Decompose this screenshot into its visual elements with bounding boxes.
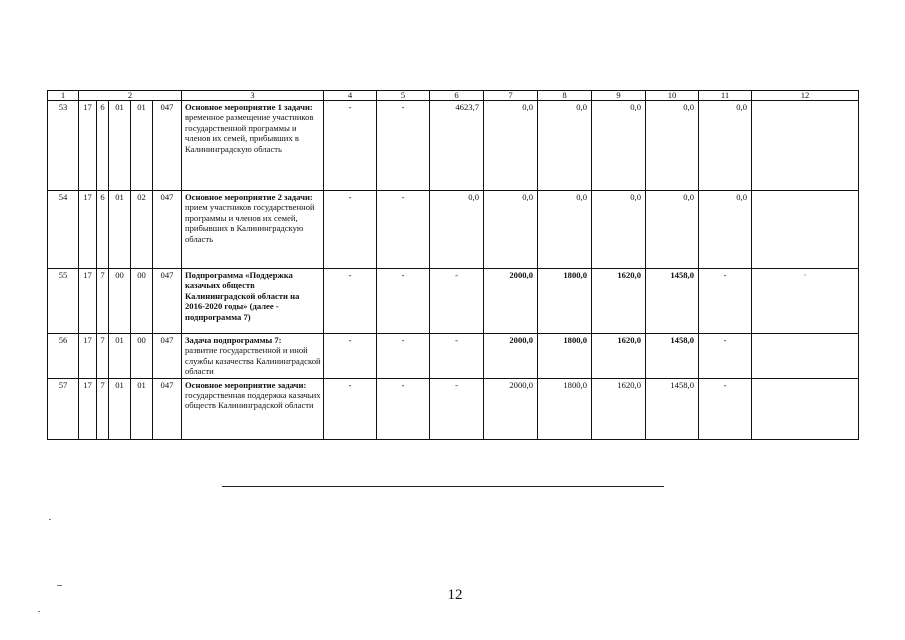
value-cell: - [324,269,377,334]
value-cell: 0,0 [646,191,699,269]
value-cell [752,101,859,191]
value-cell [752,334,859,379]
budget-code-cell: 17 [79,334,97,379]
value-cell: 1800,0 [538,269,592,334]
budget-code-cell: 6 [97,101,109,191]
budget-code-cell: 02 [131,191,153,269]
item-name-text: прием участников государственной программы и членов их семей, прибывших в Калининградскую область [185,202,315,244]
value-cell: - [699,378,752,439]
value-cell: 0,0 [430,191,484,269]
budget-code-cell: 047 [153,334,182,379]
row-number-cell: 55 [48,269,79,334]
budget-code-cell: 01 [109,378,131,439]
budget-code-cell: 17 [79,378,97,439]
scan-speck [49,519,51,520]
header-cell: 7 [484,91,538,101]
value-cell: 1620,0 [592,334,646,379]
row-number-cell: 57 [48,378,79,439]
budget-code-cell: 17 [79,269,97,334]
item-name-cell [182,191,324,269]
header-row [48,91,859,101]
value-cell: - [699,269,752,334]
table-row [48,101,859,191]
value-cell [752,378,859,439]
scan-speck [38,611,40,612]
table-row [48,334,859,379]
header-cell: 2 [79,91,182,101]
budget-code-cell: 00 [131,269,153,334]
budget-code-cell: 047 [153,269,182,334]
row-number-cell: 54 [48,191,79,269]
budget-code-cell: 00 [131,334,153,379]
budget-code-cell: 17 [79,101,97,191]
value-cell: 4623,7 [430,101,484,191]
item-name-cell [182,101,324,191]
table-row [48,378,859,439]
value-cell: 0,0 [592,101,646,191]
value-cell: 2000,0 [484,378,538,439]
budget-code-cell: 6 [97,191,109,269]
table-row [48,191,859,269]
value-cell: 1620,0 [592,378,646,439]
budget-code-cell: 7 [97,378,109,439]
item-name-cell [182,378,324,439]
value-cell: - [324,101,377,191]
budget-code-cell: 7 [97,269,109,334]
item-name-cell [182,334,324,379]
value-cell: - [324,334,377,379]
separator-line [222,486,664,487]
value-cell: 2000,0 [484,334,538,379]
scan-speck [57,585,62,586]
budget-table [47,90,859,440]
value-cell: - [324,378,377,439]
value-cell: 0,0 [538,101,592,191]
value-cell: 2000,0 [484,269,538,334]
item-name-bold: Основное мероприятие задачи: [185,379,307,390]
budget-code-cell: 01 [131,378,153,439]
item-name-bold: Подпрограмма «Поддержка казачьих обществ Калининградской области на 2016-2020 годы» (далее - подпрограмма 7) [185,270,300,322]
value-cell: 0,0 [699,191,752,269]
table-body [48,91,859,440]
budget-code-cell: 00 [109,269,131,334]
value-cell: 1620,0 [592,269,646,334]
header-cell: 10 [646,91,699,101]
row-number-cell: 56 [48,334,79,379]
value-cell: - [430,378,484,439]
value-cell: 0,0 [484,101,538,191]
budget-code-cell: 01 [109,191,131,269]
value-cell: - [377,378,430,439]
header-cell: 1 [48,91,79,101]
value-cell: - [377,191,430,269]
header-cell: 4 [324,91,377,101]
value-cell: - [699,334,752,379]
value-cell: - [430,269,484,334]
item-name-bold: Задача подпрограммы 7: [185,335,282,345]
budget-code-cell: 047 [153,191,182,269]
value-cell: - [377,269,430,334]
budget-code-cell: 01 [109,334,131,379]
value-cell: - [430,334,484,379]
budget-code-cell: 01 [131,101,153,191]
row-number-cell: 53 [48,101,79,191]
item-name-bold: Основное мероприятие 1 задачи: [185,102,313,112]
header-cell: 12 [752,91,859,101]
item-name-cell [182,269,324,334]
value-cell: 0,0 [538,191,592,269]
value-cell: 1800,0 [538,378,592,439]
page-number: 12 [447,587,463,603]
budget-code-cell: 047 [153,101,182,191]
item-name-text: развитие государственной и иной службы казачества Калининградской области [185,345,321,377]
budget-code-cell: 17 [79,191,97,269]
value-cell: 1800,0 [538,334,592,379]
budget-code-cell: 01 [109,101,131,191]
table-row [48,269,859,334]
value-cell: 0,0 [484,191,538,269]
value-cell: 1458,0 [646,334,699,379]
header-cell: 9 [592,91,646,101]
budget-code-cell: 7 [97,334,109,379]
value-cell: - [377,334,430,379]
value-cell: - [377,101,430,191]
value-cell: - [324,191,377,269]
header-cell: 11 [699,91,752,101]
value-cell: 0,0 [646,101,699,191]
value-cell [752,191,859,269]
value-cell: 0,0 [699,101,752,191]
item-name-text: государственная поддержка казачьих обществ Калининградской области [185,390,321,411]
value-cell: 1458,0 [646,378,699,439]
budget-code-cell: 047 [153,378,182,439]
value-cell: · [752,269,859,334]
header-cell: 8 [538,91,592,101]
header-cell: 5 [377,91,430,101]
header-cell: 6 [430,91,484,101]
item-name-text: временное размещение участников государственной программы и членов их семей, прибывших в Калининградскую область [185,112,314,154]
header-cell: 3 [182,91,324,101]
value-cell: 1458,0 [646,269,699,334]
value-cell: 0,0 [592,191,646,269]
item-name-bold: Основное мероприятие 2 задачи: [185,192,313,202]
